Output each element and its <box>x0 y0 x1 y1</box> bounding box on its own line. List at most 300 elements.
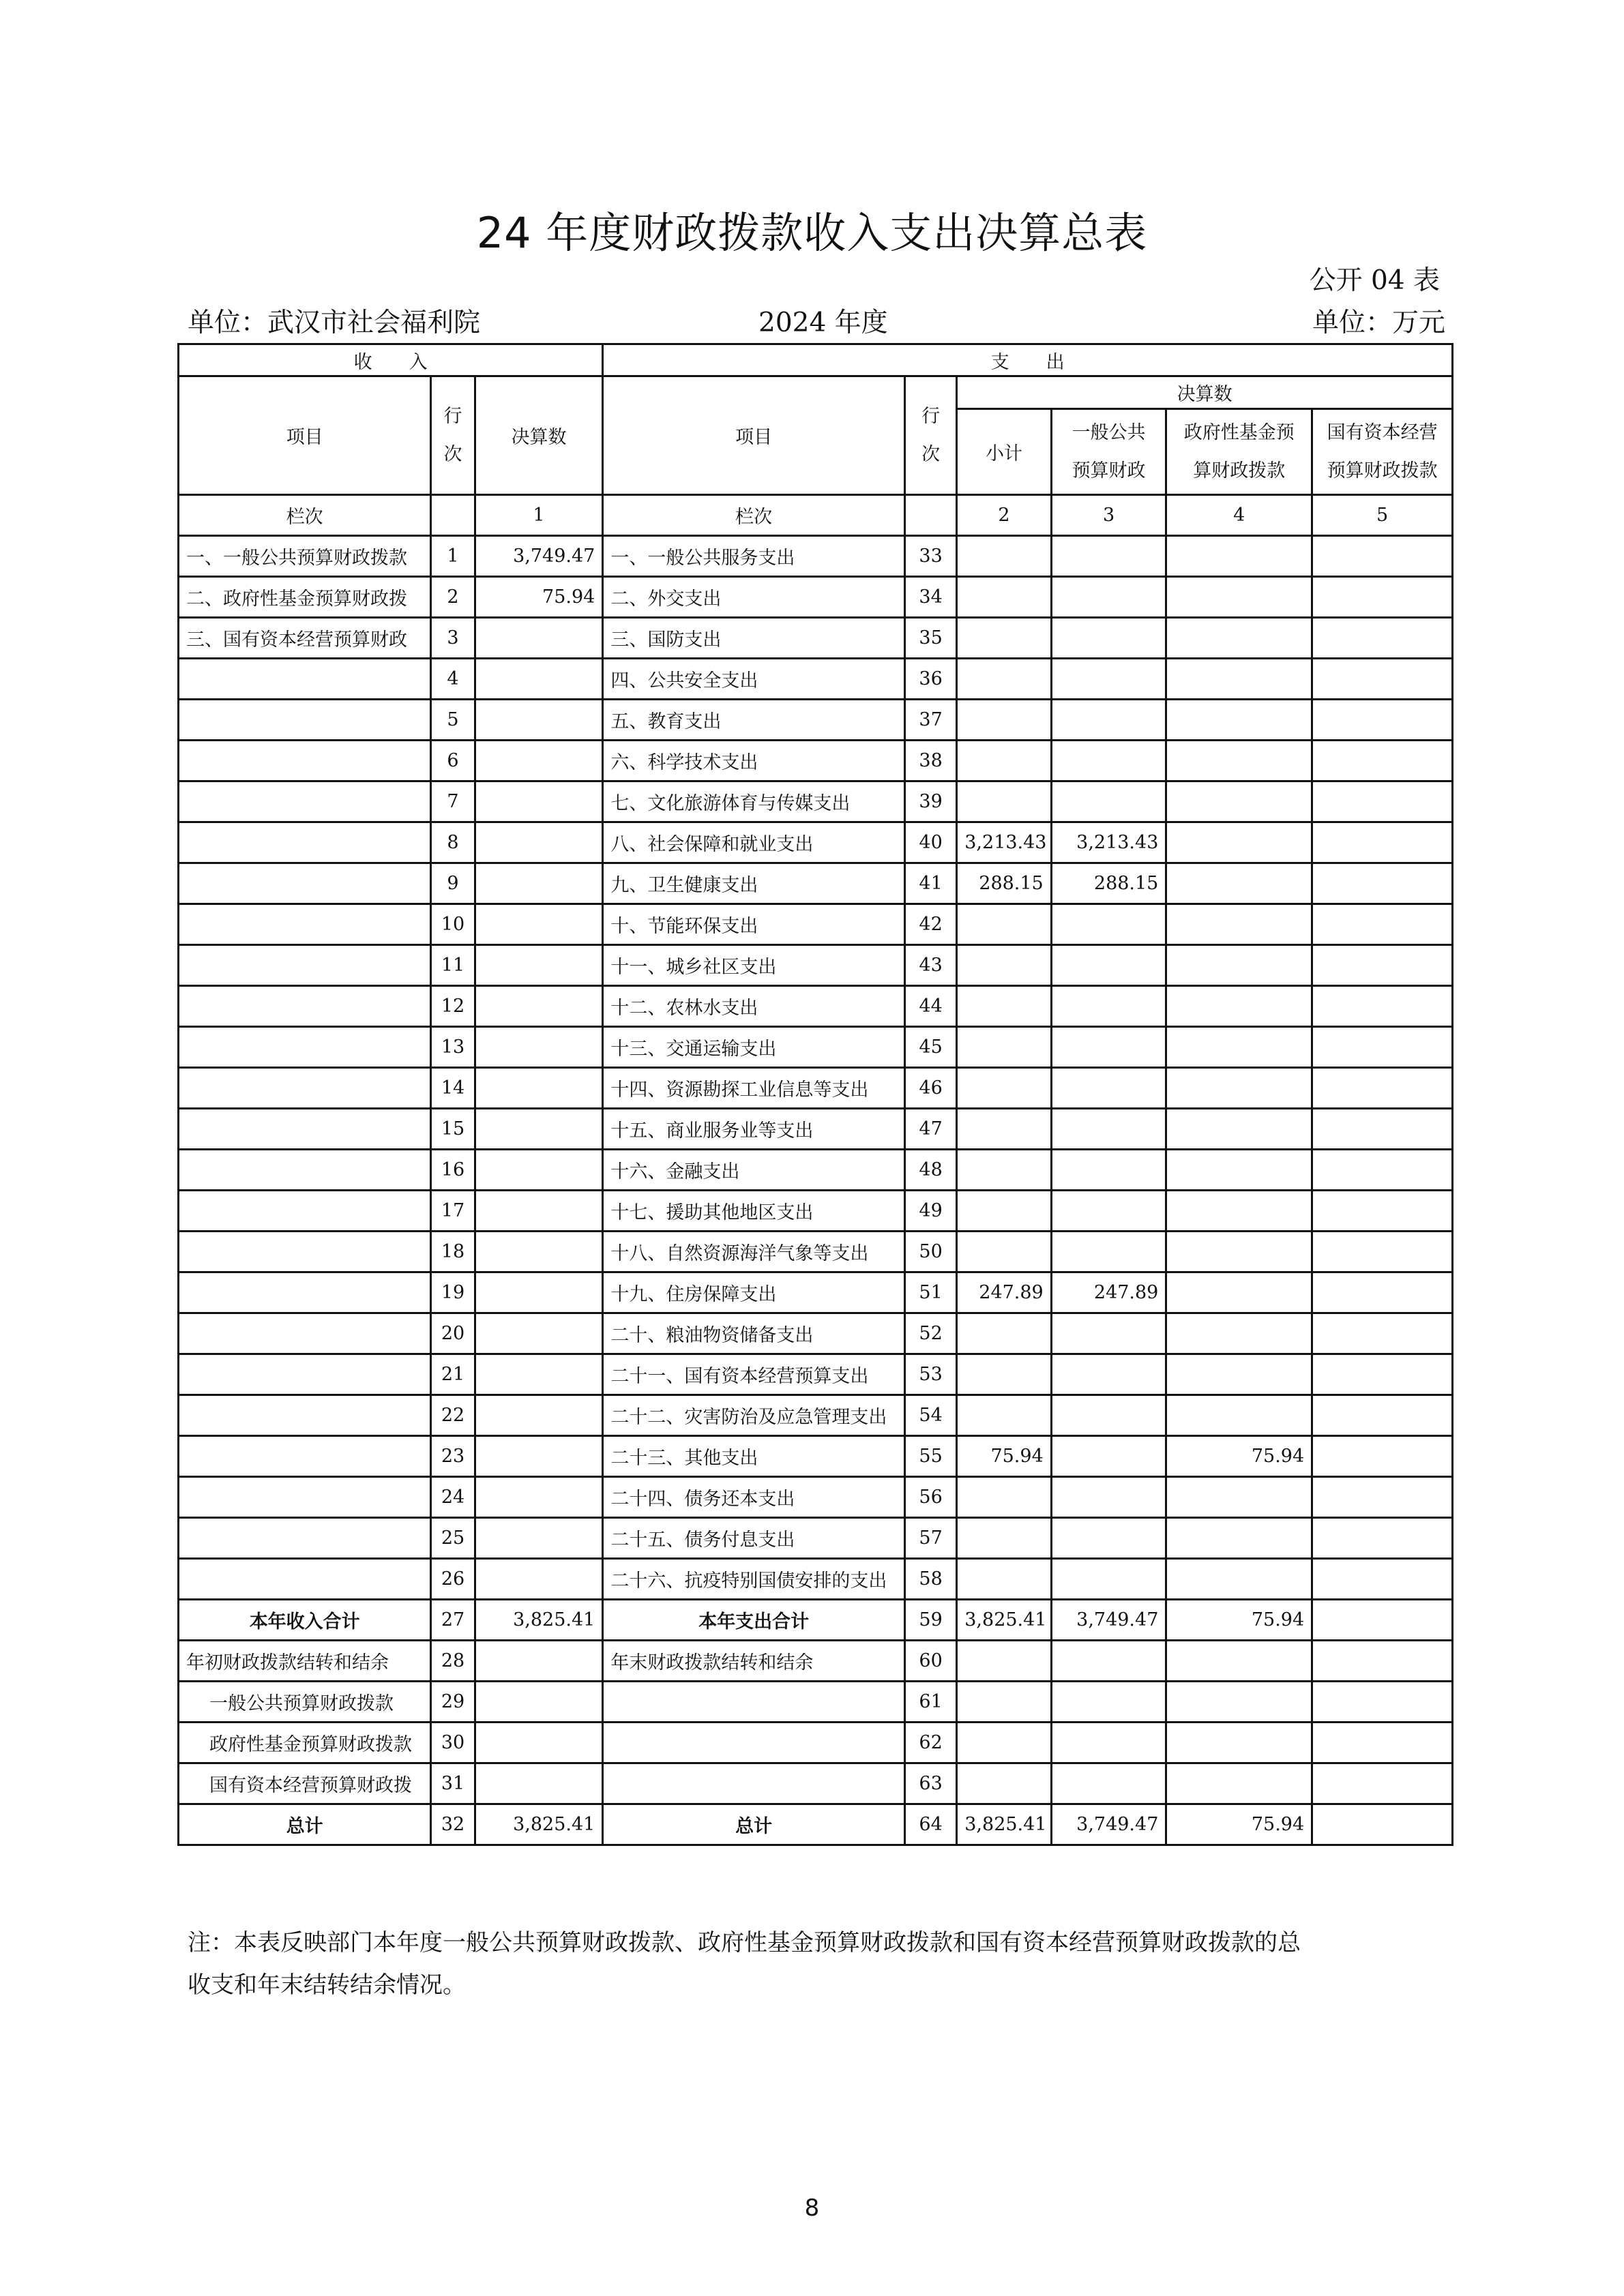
income-row-no: 19 <box>431 1272 475 1313</box>
table-row <box>179 822 1453 863</box>
expense-item: 二十二、灾害防治及应急管理支出 <box>603 1395 905 1436</box>
income-row-no: 1 <box>431 536 475 577</box>
expense-general-budget <box>1051 659 1166 700</box>
expense-state-capital <box>1312 577 1453 618</box>
expense-gov-fund <box>1166 945 1312 986</box>
expense-gov-fund: 75.94 <box>1166 1804 1312 1845</box>
income-item <box>179 1068 431 1109</box>
carryover-row <box>179 1641 1453 1682</box>
income-amount <box>475 1763 603 1804</box>
expense-row-no: 37 <box>904 700 956 741</box>
income-item <box>179 1313 431 1354</box>
income-item <box>179 700 431 741</box>
table-row <box>179 1027 1453 1068</box>
expense-gov-fund <box>1166 1641 1312 1682</box>
column-index-5: 5 <box>1312 495 1453 536</box>
expense-state-capital <box>1312 1313 1453 1354</box>
table-row <box>179 1559 1453 1600</box>
expense-general-budget <box>1051 1641 1166 1682</box>
expense-row-no: 49 <box>904 1191 956 1232</box>
expense-general-budget <box>1051 1763 1166 1804</box>
expense-row-no: 59 <box>904 1600 956 1641</box>
expense-general-budget <box>1051 904 1166 945</box>
expense-row-no: 42 <box>904 904 956 945</box>
income-row-no: 21 <box>431 1354 475 1395</box>
income-row-no: 12 <box>431 986 475 1027</box>
income-row-no: 2 <box>431 577 475 618</box>
income-amount: 3,825.41 <box>475 1804 603 1845</box>
expense-general-budget <box>1051 781 1166 822</box>
column-index-4: 4 <box>1166 495 1312 536</box>
income-row-no: 6 <box>431 741 475 781</box>
column-blank <box>904 495 956 536</box>
expense-item: 二十四、债务还本支出 <box>603 1477 905 1518</box>
income-amount-header: 决算数 <box>475 376 603 495</box>
expense-state-capital <box>1312 1191 1453 1232</box>
expense-state-capital <box>1312 1354 1453 1395</box>
income-amount <box>475 781 603 822</box>
income-amount <box>475 1682 603 1723</box>
expense-item: 二十、粮油物资储备支出 <box>603 1313 905 1354</box>
expense-state-capital <box>1312 1682 1453 1723</box>
income-row-no: 7 <box>431 781 475 822</box>
expense-gov-fund <box>1166 1395 1312 1436</box>
expense-item: 三、国防支出 <box>603 618 905 659</box>
table-row <box>179 536 1453 577</box>
expense-gov-fund <box>1166 904 1312 945</box>
expense-state-capital <box>1312 1600 1453 1641</box>
expense-state-capital <box>1312 781 1453 822</box>
expense-amount-header: 决算数 <box>957 376 1453 409</box>
expense-state-capital <box>1312 1232 1453 1272</box>
income-item <box>179 1232 431 1272</box>
expense-state-capital <box>1312 1272 1453 1313</box>
income-row-no: 9 <box>431 863 475 904</box>
expense-subtotal <box>957 986 1052 1027</box>
expense-row-no-header: 行 次 <box>904 376 956 495</box>
expense-gov-fund <box>1166 1763 1312 1804</box>
income-item: 二、政府性基金预算财政拨 <box>179 577 431 618</box>
expense-state-capital <box>1312 1395 1453 1436</box>
expense-item: 十、节能环保支出 <box>603 904 905 945</box>
income-amount <box>475 1641 603 1682</box>
expense-gov-fund <box>1166 822 1312 863</box>
expense-general-budget <box>1051 986 1166 1027</box>
expense-gov-fund <box>1166 618 1312 659</box>
expense-row-no: 55 <box>904 1436 956 1477</box>
income-row-no: 23 <box>431 1436 475 1477</box>
expense-general-budget <box>1051 1395 1166 1436</box>
expense-gov-fund <box>1166 1682 1312 1723</box>
expense-row-no: 36 <box>904 659 956 700</box>
income-item <box>179 1354 431 1395</box>
expense-row-no: 52 <box>904 1313 956 1354</box>
expense-state-capital <box>1312 1027 1453 1068</box>
income-row-no: 24 <box>431 1477 475 1518</box>
expense-state-capital <box>1312 945 1453 986</box>
expense-gov-fund: 75.94 <box>1166 1600 1312 1641</box>
expense-gov-fund <box>1166 1272 1312 1313</box>
income-amount <box>475 1395 603 1436</box>
income-row-no: 10 <box>431 904 475 945</box>
gov-fund-header: 政府性基金预 算财政拨款 <box>1166 409 1312 495</box>
expense-subtotal <box>957 1354 1052 1395</box>
expense-item: 四、公共安全支出 <box>603 659 905 700</box>
expense-gov-fund: 75.94 <box>1166 1436 1312 1477</box>
expense-general-budget <box>1051 1354 1166 1395</box>
expense-subtotal <box>957 945 1052 986</box>
expense-general-budget <box>1051 1723 1166 1763</box>
income-item <box>179 1559 431 1600</box>
expense-item: 二十三、其他支出 <box>603 1436 905 1477</box>
general-budget-header: 一般公共 预算财政 <box>1051 409 1166 495</box>
income-amount <box>475 1232 603 1272</box>
expense-row-no: 47 <box>904 1109 956 1150</box>
expense-item: 十六、金融支出 <box>603 1150 905 1191</box>
table-row <box>179 618 1453 659</box>
expense-state-capital <box>1312 659 1453 700</box>
expense-general-budget <box>1051 618 1166 659</box>
income-row-no: 11 <box>431 945 475 986</box>
expense-state-capital <box>1312 863 1453 904</box>
table-row <box>179 1518 1453 1559</box>
subtotal-header: 小计 <box>957 409 1052 495</box>
income-amount <box>475 986 603 1027</box>
table-row <box>179 1150 1453 1191</box>
expense-state-capital <box>1312 822 1453 863</box>
income-row-no: 31 <box>431 1763 475 1804</box>
table-row <box>179 1354 1453 1395</box>
income-amount <box>475 1723 603 1763</box>
state-capital-header: 国有资本经营 预算财政拨款 <box>1312 409 1453 495</box>
expense-gov-fund <box>1166 1313 1312 1354</box>
expense-subtotal <box>957 1641 1052 1682</box>
column-index-1: 1 <box>475 495 603 536</box>
column-label: 栏次 <box>179 495 431 536</box>
table-row <box>179 945 1453 986</box>
expense-row-no: 54 <box>904 1395 956 1436</box>
expense-general-budget <box>1051 577 1166 618</box>
income-item <box>179 904 431 945</box>
expense-general-budget: 3,213.43 <box>1051 822 1166 863</box>
income-amount <box>475 1068 603 1109</box>
income-amount <box>475 700 603 741</box>
expense-state-capital <box>1312 904 1453 945</box>
expense-subtotal <box>957 1109 1052 1150</box>
expense-gov-fund <box>1166 700 1312 741</box>
expense-row-no: 61 <box>904 1682 956 1723</box>
expense-general-budget <box>1051 536 1166 577</box>
expense-row-no: 58 <box>904 1559 956 1600</box>
expense-subtotal <box>957 1723 1052 1763</box>
expense-item: 二十五、债务付息支出 <box>603 1518 905 1559</box>
income-row-no: 14 <box>431 1068 475 1109</box>
reporting-unit: 单位：武汉市社会福利院 <box>188 308 481 338</box>
expense-row-no: 35 <box>904 618 956 659</box>
column-index-3: 3 <box>1051 495 1166 536</box>
expense-state-capital <box>1312 618 1453 659</box>
expense-subtotal: 75.94 <box>957 1436 1052 1477</box>
income-amount <box>475 1272 603 1313</box>
money-unit: 单位：万元 <box>1312 308 1445 338</box>
income-amount <box>475 822 603 863</box>
expense-item: 七、文化旅游体育与传媒支出 <box>603 781 905 822</box>
expense-item: 十二、农林水支出 <box>603 986 905 1027</box>
expense-state-capital <box>1312 1641 1453 1682</box>
expense-item: 十九、住房保障支出 <box>603 1272 905 1313</box>
income-amount <box>475 1354 603 1395</box>
expense-gov-fund <box>1166 986 1312 1027</box>
expense-state-capital <box>1312 1559 1453 1600</box>
expense-gov-fund <box>1166 1477 1312 1518</box>
expense-item: 十四、资源勘探工业信息等支出 <box>603 1068 905 1109</box>
income-row-no: 16 <box>431 1150 475 1191</box>
expense-item <box>603 1682 905 1723</box>
income-amount <box>475 1150 603 1191</box>
page-number: 8 <box>804 2194 820 2222</box>
expense-item: 六、科学技术支出 <box>603 741 905 781</box>
expense-item: 总计 <box>603 1804 905 1845</box>
expense-subtotal <box>957 1682 1052 1723</box>
income-row-no: 30 <box>431 1723 475 1763</box>
expense-subtotal <box>957 1191 1052 1232</box>
income-item-header: 项目 <box>179 376 431 495</box>
expense-general-budget <box>1051 1068 1166 1109</box>
expense-row-no: 38 <box>904 741 956 781</box>
table-row <box>179 863 1453 904</box>
income-row-no-header: 行 次 <box>431 376 475 495</box>
income-item: 一、一般公共预算财政拨款 <box>179 536 431 577</box>
expense-state-capital <box>1312 1477 1453 1518</box>
income-row-no: 25 <box>431 1518 475 1559</box>
expense-general-budget: 288.15 <box>1051 863 1166 904</box>
expense-subtotal <box>957 536 1052 577</box>
income-row-no: 4 <box>431 659 475 700</box>
carryover-row <box>179 1763 1453 1804</box>
income-row-no: 3 <box>431 618 475 659</box>
expense-general-budget <box>1051 1150 1166 1191</box>
expense-state-capital <box>1312 986 1453 1027</box>
expense-gov-fund <box>1166 1191 1312 1232</box>
table-row <box>179 1313 1453 1354</box>
table-row <box>179 741 1453 781</box>
income-row-no: 20 <box>431 1313 475 1354</box>
expense-state-capital <box>1312 1436 1453 1477</box>
expense-row-no: 60 <box>904 1641 956 1682</box>
expense-state-capital <box>1312 741 1453 781</box>
expense-row-no: 45 <box>904 1027 956 1068</box>
expense-subtotal: 3,825.41 <box>957 1804 1052 1845</box>
table-row <box>179 1191 1453 1232</box>
expense-gov-fund <box>1166 741 1312 781</box>
expense-subtotal <box>957 659 1052 700</box>
expense-general-budget <box>1051 1191 1166 1232</box>
expense-item-header: 项目 <box>603 376 905 495</box>
expense-general-budget <box>1051 700 1166 741</box>
income-amount <box>475 1477 603 1518</box>
income-amount <box>475 741 603 781</box>
expense-state-capital <box>1312 1723 1453 1763</box>
income-row-no: 29 <box>431 1682 475 1723</box>
table-row <box>179 904 1453 945</box>
expense-state-capital <box>1312 536 1453 577</box>
income-row-no: 28 <box>431 1641 475 1682</box>
expense-gov-fund <box>1166 1723 1312 1763</box>
income-item <box>179 741 431 781</box>
expense-item: 十三、交通运输支出 <box>603 1027 905 1068</box>
expense-state-capital <box>1312 700 1453 741</box>
expense-row-no: 44 <box>904 986 956 1027</box>
expense-gov-fund <box>1166 1232 1312 1272</box>
income-item <box>179 1436 431 1477</box>
table-row <box>179 1109 1453 1150</box>
expense-gov-fund <box>1166 1068 1312 1109</box>
form-number: 公开 04 表 <box>1309 265 1440 296</box>
income-item: 一般公共预算财政拨款 <box>179 1682 431 1723</box>
expense-gov-fund <box>1166 781 1312 822</box>
table-row <box>179 700 1453 741</box>
grand-total-row <box>179 1804 1453 1845</box>
expense-general-budget: 3,749.47 <box>1051 1804 1166 1845</box>
expense-general-budget <box>1051 1518 1166 1559</box>
expense-general-budget <box>1051 1559 1166 1600</box>
expense-general-budget <box>1051 1477 1166 1518</box>
table-row <box>179 1232 1453 1272</box>
income-amount <box>475 945 603 986</box>
expense-item: 十五、商业服务业等支出 <box>603 1109 905 1150</box>
income-row-no: 18 <box>431 1232 475 1272</box>
column-label-expense: 栏次 <box>603 495 905 536</box>
income-amount <box>475 659 603 700</box>
expense-row-no: 43 <box>904 945 956 986</box>
income-item: 本年收入合计 <box>179 1600 431 1641</box>
income-amount: 3,749.47 <box>475 536 603 577</box>
expense-item <box>603 1763 905 1804</box>
footnote: 注：本表反映部门本年度一般公共预算财政拨款、政府性基金预算财政拨款和国有资本经营预算财政拨款的总收支和年末结转结余情况。 <box>188 1929 1301 1999</box>
income-item <box>179 1518 431 1559</box>
income-amount <box>475 1559 603 1600</box>
income-amount: 75.94 <box>475 577 603 618</box>
expense-state-capital <box>1312 1109 1453 1150</box>
income-row-no: 26 <box>431 1559 475 1600</box>
income-amount <box>475 618 603 659</box>
expense-row-no: 50 <box>904 1232 956 1272</box>
expense-item: 十一、城乡社区支出 <box>603 945 905 986</box>
expense-subtotal: 288.15 <box>957 863 1052 904</box>
expense-row-no: 41 <box>904 863 956 904</box>
income-item <box>179 659 431 700</box>
expense-row-no: 33 <box>904 536 956 577</box>
income-amount <box>475 1109 603 1150</box>
expense-section-header: 支 出 <box>603 344 1453 376</box>
table-row <box>179 1395 1453 1436</box>
expense-gov-fund <box>1166 1518 1312 1559</box>
expense-item: 一、一般公共服务支出 <box>603 536 905 577</box>
expense-general-budget <box>1051 1682 1166 1723</box>
expense-item: 二十六、抗疫特别国债安排的支出 <box>603 1559 905 1600</box>
income-item: 三、国有资本经营预算财政 <box>179 618 431 659</box>
expense-row-no: 56 <box>904 1477 956 1518</box>
income-item <box>179 781 431 822</box>
income-item <box>179 1395 431 1436</box>
expense-general-budget <box>1051 1109 1166 1150</box>
table-row <box>179 1436 1453 1477</box>
income-row-no: 15 <box>431 1109 475 1150</box>
table-row <box>179 986 1453 1027</box>
expense-row-no: 34 <box>904 577 956 618</box>
table-row <box>179 1477 1453 1518</box>
column-index-2: 2 <box>957 495 1052 536</box>
expense-general-budget <box>1051 1436 1166 1477</box>
carryover-row <box>179 1682 1453 1723</box>
expense-state-capital <box>1312 1150 1453 1191</box>
expense-general-budget <box>1051 945 1166 986</box>
expense-state-capital <box>1312 1068 1453 1109</box>
expense-row-no: 64 <box>904 1804 956 1845</box>
income-item: 国有资本经营预算财政拨 <box>179 1763 431 1804</box>
expense-item: 十八、自然资源海洋气象等支出 <box>603 1232 905 1272</box>
income-item: 年初财政拨款结转和结余 <box>179 1641 431 1682</box>
expense-state-capital <box>1312 1763 1453 1804</box>
income-item: 政府性基金预算财政拨款 <box>179 1723 431 1763</box>
expense-item <box>603 1723 905 1763</box>
expense-state-capital <box>1312 1518 1453 1559</box>
income-item <box>179 1477 431 1518</box>
budget-table <box>177 343 1453 1846</box>
expense-row-no: 57 <box>904 1518 956 1559</box>
expense-state-capital <box>1312 1804 1453 1845</box>
expense-row-no: 53 <box>904 1354 956 1395</box>
expense-item: 年末财政拨款结转和结余 <box>603 1641 905 1682</box>
table-row <box>179 781 1453 822</box>
expense-row-no: 51 <box>904 1272 956 1313</box>
expense-row-no: 46 <box>904 1068 956 1109</box>
expense-subtotal <box>957 741 1052 781</box>
table-row <box>179 1272 1453 1313</box>
income-item <box>179 1272 431 1313</box>
expense-gov-fund <box>1166 1559 1312 1600</box>
income-row-no: 13 <box>431 1027 475 1068</box>
expense-subtotal <box>957 1150 1052 1191</box>
expense-subtotal <box>957 1477 1052 1518</box>
expense-row-no: 40 <box>904 822 956 863</box>
income-item <box>179 1150 431 1191</box>
expense-subtotal <box>957 577 1052 618</box>
table-row <box>179 577 1453 618</box>
table-row <box>179 659 1453 700</box>
expense-item: 本年支出合计 <box>603 1600 905 1641</box>
carryover-row <box>179 1723 1453 1763</box>
income-amount <box>475 863 603 904</box>
expense-subtotal <box>957 1232 1052 1272</box>
expense-gov-fund <box>1166 577 1312 618</box>
column-blank <box>431 495 475 536</box>
expense-subtotal <box>957 618 1052 659</box>
expense-subtotal <box>957 904 1052 945</box>
expense-item: 八、社会保障和就业支出 <box>603 822 905 863</box>
expense-general-budget <box>1051 1313 1166 1354</box>
income-amount <box>475 1313 603 1354</box>
expense-gov-fund <box>1166 863 1312 904</box>
expense-subtotal <box>957 1068 1052 1109</box>
income-amount <box>475 904 603 945</box>
expense-row-no: 62 <box>904 1723 956 1763</box>
expense-gov-fund <box>1166 659 1312 700</box>
income-amount <box>475 1518 603 1559</box>
expense-item: 二、外交支出 <box>603 577 905 618</box>
income-amount <box>475 1191 603 1232</box>
expense-general-budget <box>1051 741 1166 781</box>
